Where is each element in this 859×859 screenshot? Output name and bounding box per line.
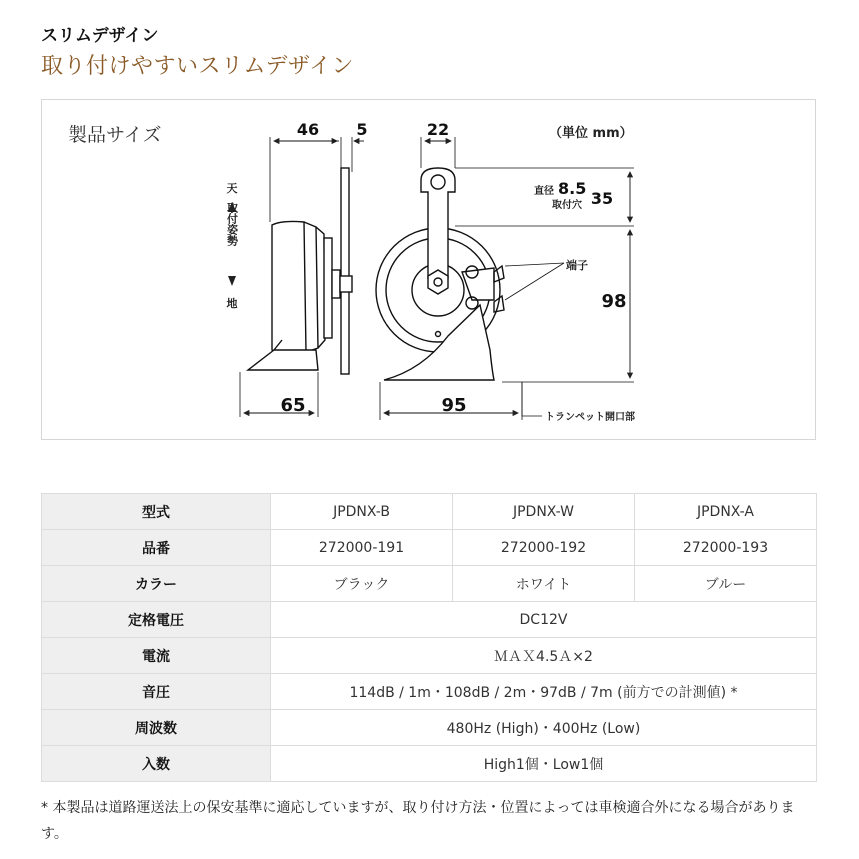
table-cell: High1個・Low1個 bbox=[271, 746, 817, 782]
table-cell: JPDNX-W bbox=[453, 494, 635, 530]
table-cell: 272000-191 bbox=[271, 530, 453, 566]
row-label: 品番 bbox=[42, 530, 271, 566]
table-row bbox=[42, 530, 817, 566]
row-label: 入数 bbox=[42, 746, 271, 782]
table-row bbox=[42, 674, 817, 710]
table-cell: JPDNX-B bbox=[271, 494, 453, 530]
table-cell: 272000-192 bbox=[453, 530, 635, 566]
orientation-bottom-label: 地 bbox=[226, 297, 238, 310]
table-row bbox=[42, 566, 817, 602]
orientation-indicator bbox=[226, 182, 239, 310]
table-row bbox=[42, 494, 817, 530]
table-row bbox=[42, 710, 817, 746]
row-label: 電流 bbox=[42, 638, 271, 674]
table-cell: ホワイト bbox=[453, 566, 635, 602]
table-cell: ブラック bbox=[271, 566, 453, 602]
row-label: 型式 bbox=[42, 494, 271, 530]
dim-front-width: 95 bbox=[441, 395, 467, 416]
row-label: 周波数 bbox=[42, 710, 271, 746]
dim-bracket-width: 22 bbox=[426, 120, 450, 139]
table-cell: ブルー bbox=[635, 566, 817, 602]
row-label: 音圧 bbox=[42, 674, 271, 710]
dim-hole-diameter: 8.5 bbox=[558, 179, 587, 198]
dim-body-height: 98 bbox=[601, 291, 627, 312]
footnote: * 本製品は道路運送法上の保安基準に適応していますが、取り付け方法・位置によっては車検適合外になる場合があります。 bbox=[41, 800, 795, 842]
row-label: カラー bbox=[42, 566, 271, 602]
spec-table bbox=[41, 493, 817, 782]
table-cell: 480Hz (High)・400Hz (Low) bbox=[271, 710, 817, 746]
size-diagram bbox=[41, 99, 816, 440]
table-row bbox=[42, 602, 817, 638]
table-cell: JPDNX-A bbox=[635, 494, 817, 530]
dim-side-width: 65 bbox=[280, 395, 306, 416]
hole-diameter-prefix: 直径 bbox=[534, 186, 554, 197]
table-cell: 272000-193 bbox=[635, 530, 817, 566]
dim-side-depth: 46 bbox=[296, 120, 320, 139]
section-title: 取り付けやすいスリムデザイン bbox=[41, 54, 355, 79]
row-label: 定格電圧 bbox=[42, 602, 271, 638]
table-cell: 114dB / 1m・108dB / 2m・97dB / 7m (前方での計測値) * bbox=[271, 674, 817, 710]
orientation-top-label: 天 bbox=[226, 182, 238, 195]
trumpet-opening-label: トランペット開口部 bbox=[545, 412, 635, 423]
table-cell: ＭＡＸ4.5Ａ×2 bbox=[271, 638, 817, 674]
orientation-middle-label: 取付姿勢 bbox=[225, 202, 239, 246]
horn-front-view bbox=[376, 137, 634, 420]
table-row bbox=[42, 638, 817, 674]
dim-hole-offset: 35 bbox=[590, 189, 614, 208]
table-row bbox=[42, 746, 817, 782]
dimension-drawing bbox=[42, 100, 817, 441]
table-cell: DC12V bbox=[271, 602, 817, 638]
horn-side-view bbox=[240, 137, 364, 417]
section-subtitle: スリムデザイン bbox=[41, 26, 159, 46]
diagram-title: 製品サイズ bbox=[68, 124, 162, 146]
terminal-label: 端子 bbox=[566, 259, 588, 272]
unit-label: （単位 mm） bbox=[549, 126, 633, 141]
hole-caption: 取付穴 bbox=[552, 200, 582, 211]
dim-bracket-thickness: 5 bbox=[356, 120, 368, 139]
